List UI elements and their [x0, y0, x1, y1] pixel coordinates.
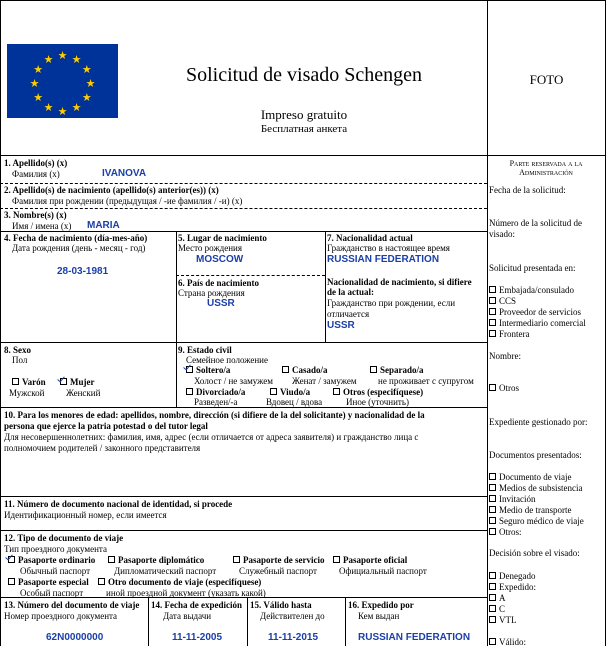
sex-label-ru: Пол — [12, 355, 28, 365]
free-form-note: Impreso gratuito — [260, 107, 348, 122]
birth-place-value[interactable]: MOSCOW — [196, 254, 244, 265]
birth-country-value[interactable]: USSR — [207, 298, 235, 309]
application-number-label: Número de la solicitud de visado: — [489, 218, 582, 239]
marital-status-label: 9. Estado civil — [178, 345, 232, 355]
eu-flag-icon — [7, 44, 118, 118]
issued-by-value[interactable]: RUSSIAN FEDERATION — [358, 632, 471, 643]
ordinary-passport-ru: Обычный паспорт — [20, 566, 91, 576]
svg-text:★: ★ — [71, 53, 82, 66]
birth-surname-label: 2. Apellido(s) de nacimiento (apellido(s) anterior(es)) (x) — [4, 185, 219, 195]
other-marital-ru: Иное (уточнить) — [346, 397, 409, 407]
married-ru: Женат / замужем — [292, 376, 357, 386]
special-passport-ru: Особый паспорт — [20, 588, 84, 598]
svg-text:★: ★ — [57, 50, 68, 62]
other-travel-doc-option[interactable]: Otro documento de viaje (especifíquese) — [98, 577, 261, 587]
issued-by-label: 16. Expedido por — [348, 600, 414, 610]
birth-nationality-value[interactable]: USSR — [327, 320, 355, 331]
sex-female-option[interactable]: Mujer — [60, 377, 95, 387]
special-passport-option[interactable]: Pasaporte especial — [8, 577, 89, 587]
svg-text:★: ★ — [33, 92, 44, 104]
married-option[interactable]: Casado/a — [282, 365, 328, 375]
birth-nationality-label-ru-2: отличается — [327, 309, 370, 319]
document-option[interactable]: Medio de transporte — [489, 505, 571, 515]
issue-date-value[interactable]: 11-11-2005 — [172, 632, 223, 643]
divorced-ru: Разведен/-а — [194, 397, 238, 407]
travel-doc-type-label-ru: Тип проездного документа — [4, 544, 107, 554]
service-passport-ru: Служебный паспорт — [239, 566, 317, 576]
ordinary-passport-option[interactable]: Pasaporte ordinario — [8, 555, 95, 565]
free-form-note-ru: Бесплатная анкета — [260, 123, 348, 135]
birth-country-label: 6. País de nacimiento — [178, 278, 259, 288]
sex-male-option[interactable]: Varón — [12, 377, 46, 387]
national-id-label: 11. Número de documento nacional de identidad, si procede — [4, 499, 233, 509]
national-id-label-ru: Идентификационный номер, если имеется — [4, 510, 167, 520]
first-name-label: 3. Nombre(s) (x) — [4, 210, 67, 220]
svg-text:★: ★ — [29, 78, 40, 90]
nationality-label: 7. Nacionalidad actual — [327, 233, 413, 243]
handled-by-label: Expediente gestionado por: — [489, 417, 588, 427]
svg-text:★: ★ — [81, 64, 92, 76]
other-marital-option[interactable]: Otros (especifíquese) — [333, 387, 423, 397]
travel-doc-number-label: 13. Número del documento de viaje — [4, 600, 140, 610]
valid-until-value[interactable]: 11-11-2015 — [268, 632, 319, 643]
birth-date-label-ru: Дата рождения (день - месяц - год) — [12, 243, 146, 253]
sidebar-heading: Parte reservada a la Administración — [509, 159, 583, 177]
sex-label: 8. Sexo — [4, 345, 31, 355]
submitted-option[interactable]: Embajada/consulado — [489, 285, 574, 295]
svg-text:★: ★ — [43, 102, 54, 115]
birth-date-value[interactable]: 28-03-1981 — [57, 266, 109, 277]
svg-text:★: ★ — [85, 78, 96, 90]
surname-value[interactable]: IVANOVA — [102, 168, 147, 179]
separated-ru: не проживает с супругом — [378, 376, 474, 386]
divorced-option[interactable]: Divorciado/a — [186, 387, 245, 397]
birth-place-label: 5. Lugar de nacimiento — [178, 233, 267, 243]
visa-type-option[interactable]: C — [489, 604, 505, 614]
other-travel-doc-ru: иной проездной документ (указать какой) — [106, 588, 266, 598]
single-option[interactable]: Soltero/a — [186, 365, 230, 375]
others-option[interactable]: Otros — [489, 383, 519, 393]
valid-until-label: 15. Válido hasta — [250, 600, 312, 610]
denied-option[interactable]: Denegado — [489, 571, 535, 581]
diplomatic-passport-option[interactable]: Pasaporte diplomático — [108, 555, 204, 565]
guardian-label: 10. Para los menores de edad: apellidos, nombre, dirección (si difiere de la del solicitante) y nacionalidad de la — [4, 410, 425, 420]
documents-label: Documentos presentados: — [489, 450, 582, 460]
document-others-option[interactable]: Otros: — [489, 527, 522, 537]
service-passport-option[interactable]: Pasaporte de servicio — [233, 555, 324, 565]
svg-text:★: ★ — [43, 53, 54, 66]
submitted-at-label: Solicitud presentada en: — [489, 263, 576, 273]
separated-option[interactable]: Separado/a — [370, 365, 424, 375]
document-option[interactable]: Seguro médico de viaje — [489, 516, 584, 526]
widowed-ru: Вдовец / вдова — [266, 397, 323, 407]
decision-label: Decisión sobre el visado: — [489, 548, 580, 558]
visa-type-option[interactable]: A — [489, 593, 506, 603]
document-option[interactable]: Invitación — [489, 494, 536, 504]
application-date-label: Fecha de la solicitud: — [489, 185, 566, 195]
valid-option[interactable]: Válido: — [489, 637, 526, 647]
issue-date-label: 14. Fecha de expedición — [151, 600, 242, 610]
valid-until-label-ru: Действителен до — [260, 611, 325, 621]
svg-text:★: ★ — [57, 106, 68, 118]
surname-label: 1. Apellido(s) (x) — [4, 158, 68, 168]
travel-doc-number-label-ru: Номер проездного документа — [4, 611, 118, 621]
widowed-option[interactable]: Viudo/a — [270, 387, 310, 397]
birth-country-label-ru: Страна рождения — [178, 288, 245, 298]
travel-doc-type-label: 12. Tipo de documento de viaje — [4, 533, 124, 543]
birth-surname-label-ru: Фамилия при рождении (предыдущая / -ие фамилия / -и) (x) — [12, 196, 243, 206]
guardian-label-2: persona que ejerce la patria potestad o del tutor legal — [4, 421, 208, 431]
submitted-option[interactable]: Frontera — [489, 329, 530, 339]
name-label: Nombre: — [489, 351, 521, 361]
visa-type-option[interactable]: VTL — [489, 615, 517, 625]
first-name-value[interactable]: MARIA — [87, 220, 120, 231]
birth-place-label-ru: Место рождения — [178, 243, 243, 253]
issue-date-label-ru: Дата выдачи — [163, 611, 212, 621]
guardian-label-ru-2: полномочием родителей / законного представителя — [4, 443, 201, 453]
svg-text:★: ★ — [81, 92, 92, 104]
issued-option[interactable]: Expedido: — [489, 582, 536, 592]
official-passport-option[interactable]: Pasaporte oficial — [333, 555, 407, 565]
guardian-label-ru: Для несовершеннолетних: фамилия, имя, адрес (если отличается от адреса заявителя) и гражданство лица с — [4, 432, 419, 442]
document-option[interactable]: Medios de subsistencia — [489, 483, 583, 493]
birth-date-label: 4. Fecha de nacimiento (día-mes-año) — [4, 233, 148, 243]
submitted-option[interactable]: Intermediario comercial — [489, 318, 586, 328]
birth-nationality-label-ru: Гражданство при рождении, если — [327, 298, 456, 308]
issued-by-label-ru: Кем выдан — [358, 611, 400, 621]
birth-nationality-label: Nacionalidad de nacimiento, si difiere — [327, 277, 472, 287]
surname-label-ru: Фамилия (x) — [12, 169, 60, 179]
marital-status-label-ru: Семейное положение — [186, 355, 268, 365]
diplomatic-passport-ru: Дипломатический паспорт — [114, 566, 217, 576]
sex-male-ru: Мужской — [9, 388, 45, 398]
nationality-label-ru: Гражданство в настоящее время — [327, 243, 450, 253]
birth-nationality-label-2: de la actual: — [327, 287, 374, 297]
svg-text:★: ★ — [33, 64, 44, 76]
document-option[interactable]: Documento de viaje — [489, 472, 571, 482]
submitted-option[interactable]: CCS — [489, 296, 516, 306]
form-title: Solicitud de visado Schengen — [185, 64, 423, 86]
submitted-option[interactable]: Proveedor de servicios — [489, 307, 581, 317]
official-passport-ru: Официальный паспорт — [339, 566, 427, 576]
single-ru: Холост / не замужем — [194, 376, 273, 386]
photo-placeholder[interactable]: FOTO — [529, 72, 564, 87]
travel-doc-number-value[interactable]: 62N0000000 — [46, 632, 104, 643]
nationality-value[interactable]: RUSSIAN FEDERATION — [327, 254, 440, 265]
sex-female-ru: Женский — [66, 388, 101, 398]
svg-text:★: ★ — [71, 102, 82, 115]
first-name-label-ru: Имя / имена (x) — [12, 221, 72, 231]
